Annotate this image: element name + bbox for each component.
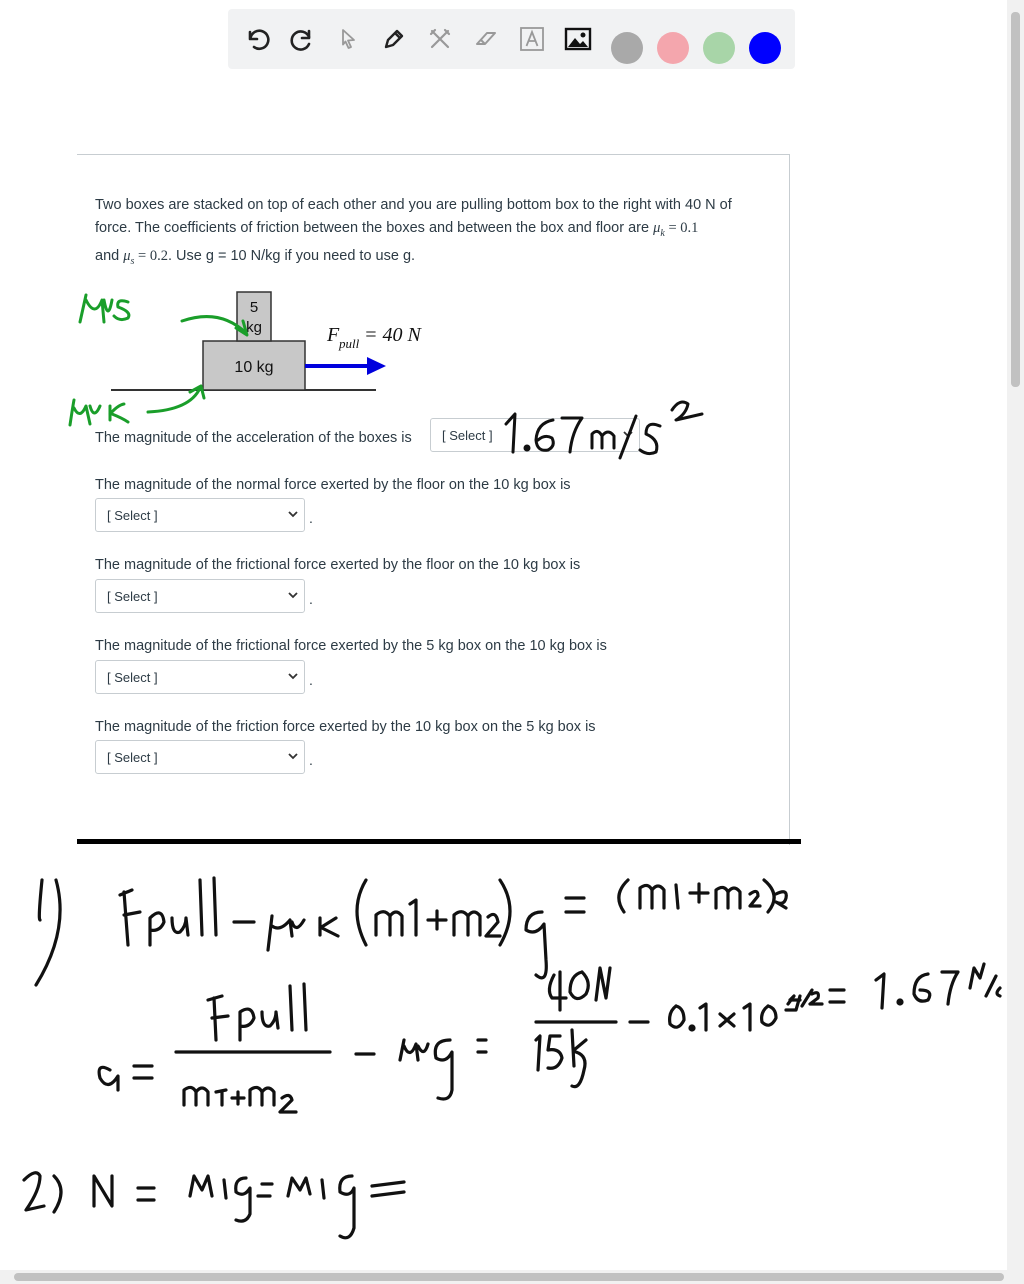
period: . <box>309 672 313 688</box>
box5-on-box10-friction-prompt: The magnitude of the frictional force exerted by the 5 kg box on the 10 kg box is <box>95 638 607 654</box>
answer-ink <box>506 402 702 458</box>
acceleration-prompt: The magnitude of the acceleration of the boxes is <box>95 430 412 446</box>
horizontal-scrollbar[interactable] <box>0 1270 1024 1284</box>
period: . <box>309 591 313 607</box>
horizontal-scroll-thumb[interactable] <box>14 1273 1004 1281</box>
solution-ink <box>24 878 1000 1238</box>
green-ink <box>70 295 247 425</box>
small-box-label-bottom: kg <box>246 319 262 336</box>
force-value: = 40 N <box>364 324 421 346</box>
box5-on-box10-friction-select[interactable]: [ Select ] <box>95 660 305 694</box>
vertical-scroll-thumb[interactable] <box>1011 12 1020 387</box>
floor-friction-select[interactable]: [ Select ] <box>95 579 305 613</box>
normal-force-prompt: The magnitude of the normal force exerted by the floor on the 10 kg box is <box>95 477 571 493</box>
period: . <box>309 510 313 526</box>
acceleration-select[interactable]: [ Select ] <box>430 418 640 452</box>
floor-friction-prompt: The magnitude of the frictional force exerted by the floor on the 10 kg box is <box>95 557 581 573</box>
box10-on-box5-friction-prompt: The magnitude of the friction force exerted by the 10 kg box on the 5 kg box is <box>95 719 596 735</box>
force-symbol: F <box>327 324 340 346</box>
period: . <box>309 752 313 768</box>
normal-force-select[interactable]: [ Select ] <box>95 498 305 532</box>
box10-on-box5-friction-select[interactable]: [ Select ] <box>95 740 305 774</box>
force-subscript: pull <box>339 336 360 351</box>
vertical-scrollbar[interactable] <box>1007 0 1024 1270</box>
question-text: Two boxes are stacked on top of each other and you are pulling bottom box to the right with 40 N of force. The coefficients of friction between the boxes and between the box and floor are $\mu_k = 0.1$ and $\mu_s = 0.2$. Use g = 10 N/kg if you need to use g. <box>95 197 732 267</box>
big-box-label: 10 kg <box>234 359 274 376</box>
small-box-label-top: 5 <box>249 299 259 316</box>
